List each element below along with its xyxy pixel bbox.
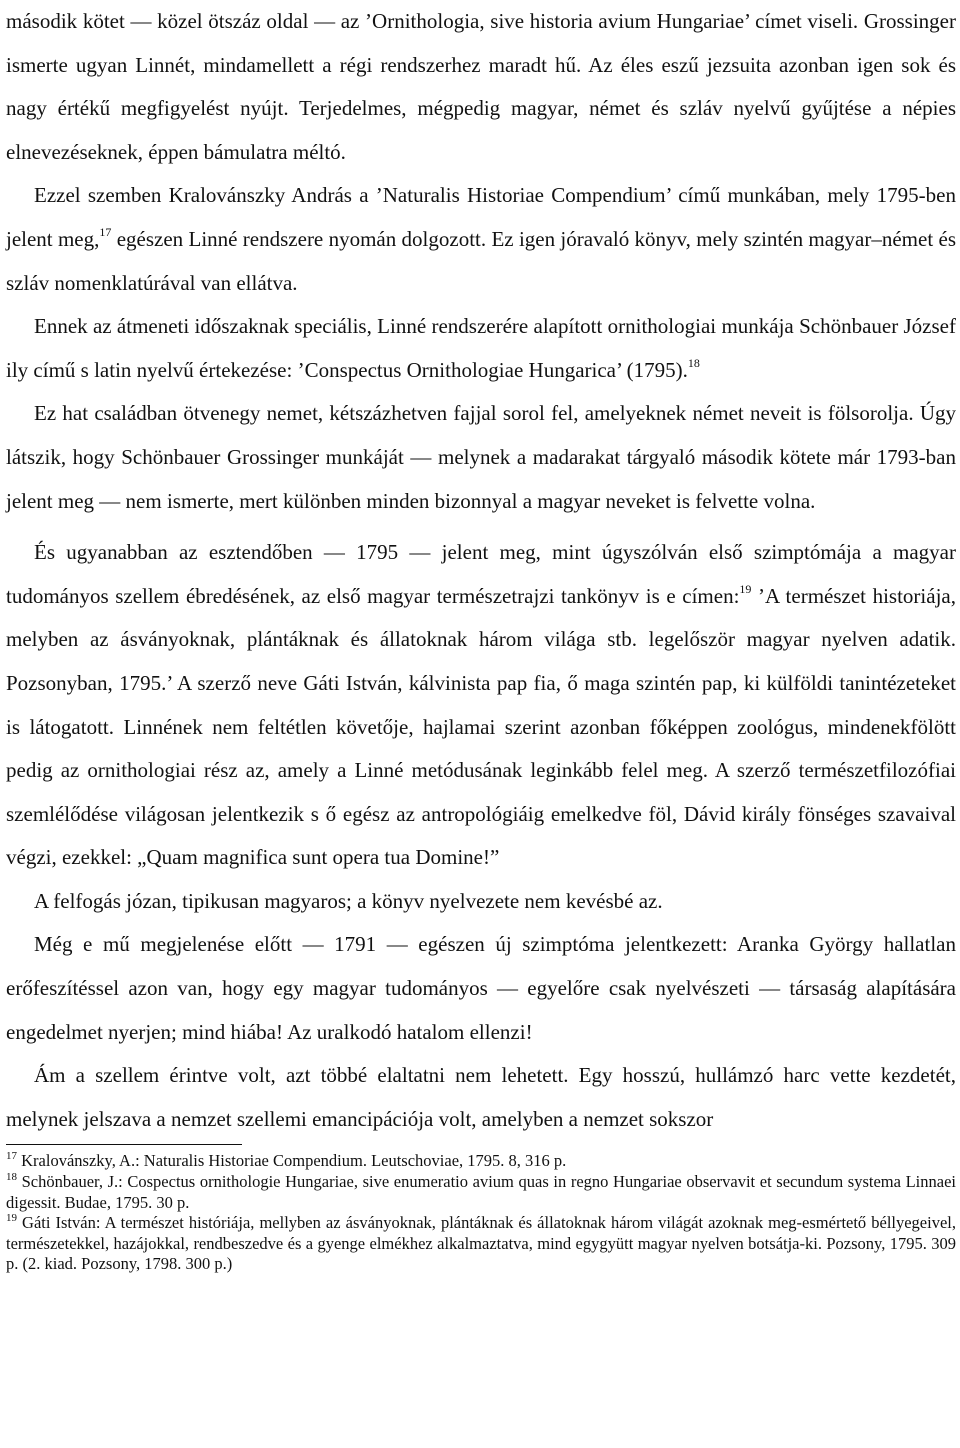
paragraph bbox=[6, 0, 956, 174]
paragraph-gap bbox=[6, 523, 956, 531]
paragraph bbox=[6, 392, 956, 523]
paragraph-text: Még e mű megjelenése előtt — 1791 — egészen új szimptóma jelentkezett: Aranka György hallatlan erőfeszítéssel azon van, hogy egy magyar tudományos — egyelőre csak nyelvészeti — társaság alapítására engedelmet nyerjen; mind hiába! Az uralkodó hatalom ellenzi! bbox=[6, 932, 956, 1044]
footnote-number: 17 bbox=[6, 1149, 17, 1162]
footnote-text: Gáti István: A természet históriája, mellyben az ásványoknak, plántáknak és állatoknak három világát azoknak meg-esmértető béllyegeivel, természetekkel, hazájokkal, rendbeszedve és a gyenge elmékhez alkalmaztatva, mind egygyütt magyar nyelven botsátja-ki. Pozsony, 1795. 309 p. (2. kiad. Pozsony, 1798. 300 p.) bbox=[6, 1213, 956, 1274]
paragraph bbox=[6, 1054, 956, 1141]
paragraph bbox=[6, 531, 956, 880]
footnote-number: 18 bbox=[6, 1170, 17, 1183]
paragraph bbox=[6, 880, 956, 924]
paragraph bbox=[6, 923, 956, 1054]
footnote-ref-17[interactable]: 17 bbox=[99, 224, 112, 239]
footnote-ref-19[interactable]: 19 bbox=[739, 581, 752, 596]
footnote-ref-18[interactable]: 18 bbox=[687, 355, 700, 370]
footnote-separator bbox=[6, 1144, 242, 1145]
paragraph-text: Ezzel szemben Kralovánszky András a ’Naturalis Historiae Compendium’ című munkában, mely 1795-ben jelent meg, bbox=[6, 183, 956, 251]
paragraph bbox=[6, 305, 956, 392]
footnote-17 bbox=[6, 1151, 956, 1172]
paragraph-text: Ám a szellem érintve volt, azt többé elaltatni nem lehetett. Egy hosszú, hullámzó harc vette kezdetét, melynek jelszava a nemzet szellemi emancipációja volt, amelyben a nemzet sokszor bbox=[6, 1063, 956, 1131]
main-text bbox=[6, 0, 956, 1141]
paragraph-text: Ez hat családban ötvenegy nemet, kétszázhetven fajjal sorol fel, amelyeknek német neveit is fölsorolja. Úgy látszik, hogy Schönbauer Grossinger munkáját — melynek a madarakat tárgyaló második kötete már 1793-ban jelent meg — nem ismerte, mert különben minden bizonnyal a magyar neveket is felvette volna. bbox=[6, 401, 956, 513]
footnote-text: Schönbauer, J.: Cospectus ornithologie Hungariae, sive enumeratio avium quas in regno Hungariae observavit et secundum systema Linnaei digessit. Budae, 1795. 30 p. bbox=[6, 1172, 956, 1212]
footnote-18 bbox=[6, 1172, 956, 1213]
document-page bbox=[6, 0, 956, 1448]
paragraph-text: És ugyanabban az esztendőben — 1795 — jelent meg, mint úgyszólván első szimptómája a magyar tudományos szellem ébredésének, az első magyar természetrajzi tankönyv is e címen: bbox=[6, 540, 956, 608]
paragraph-text: A felfogás józan, tipikusan magyaros; a könyv nyelvezete nem kevésbé az. bbox=[34, 888, 663, 913]
footnotes bbox=[6, 1151, 956, 1275]
paragraph-text: egészen Linné rendszere nyomán dolgozott. Ez igen jóravaló könyv, mely szintén magyar–német és szláv nomenklatúrával van ellátva. bbox=[6, 226, 956, 295]
footnote-text: Kralovánszky, A.: Naturalis Historiae Compendium. Leutschoviae, 1795. 8, 316 p. bbox=[17, 1151, 567, 1171]
paragraph bbox=[6, 174, 956, 305]
paragraph-text: Ennek az átmeneti időszaknak speciális, Linné rendszerére alapított ornithologiai munkája Schönbauer József ily című s latin nyelvű értekezése: ’Conspectus Ornithologiae Hungarica’ (1795). bbox=[6, 314, 956, 382]
paragraph-text: ’A természet historiája, melyben az ásványoknak, plántáknak és állatoknak három világa stb. legelőször magyar nyelven adatik. Pozsonyban, 1795.’ A szerző neve Gáti István, kálvinista pap fia, ő maga szintén pap, ki külföldi tanintézeteket is látogatott. Linnének nem feltétlen követője, hajlamai szerint azonban főképpen zoológus, mindenekfölött pedig az ornithologiai rész az, amely a Linné metódusának leginkább felel meg. A szerző természetfilozófiai szemlélődése világosan jelentkezik s ő egész az antropológiáig emelkedve föl, Dávid király fönséges szavaival végzi, ezekkel: „Quam magnifica sunt opera tua Domine!” bbox=[6, 583, 956, 870]
footnote-19 bbox=[6, 1213, 956, 1275]
footnote-number: 19 bbox=[6, 1211, 17, 1224]
paragraph-text: második kötet — közel ötszáz oldal — az ’Ornithologia, sive historia avium Hungariae’ címet viseli. Grossinger ismerte ugyan Linnét, mindamellett a régi rendszerhez maradt hű. Az éles eszű jezsuita azonban igen sok és nagy értékű megfigyelést nyújt. Terjedelmes, mégpedig magyar, német és szláv nyelvű gyűjtése a népies elnevezéseknek, éppen bámulatra méltó. bbox=[6, 9, 956, 164]
